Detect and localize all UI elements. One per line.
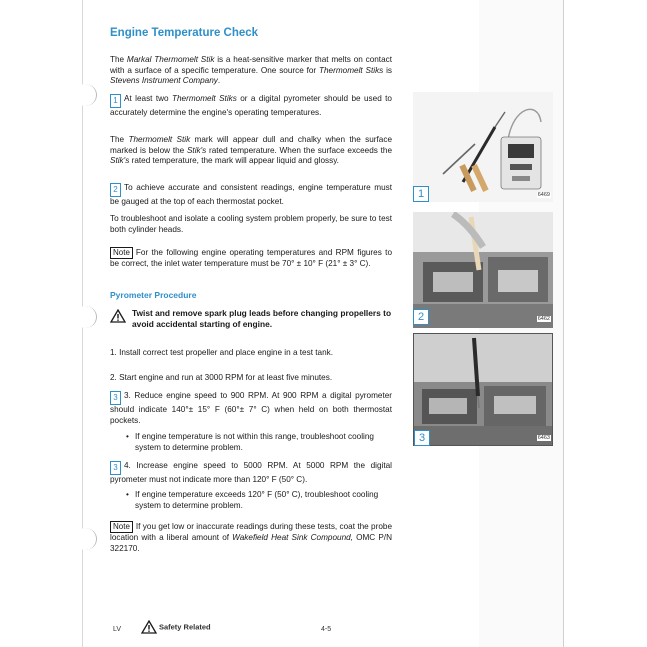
figure-2 bbox=[413, 212, 553, 328]
note-label: Note bbox=[110, 521, 133, 533]
footer-code: LV bbox=[113, 626, 122, 633]
figure-number: 6469 bbox=[537, 192, 550, 198]
engine-stik-photo bbox=[413, 212, 553, 328]
step-3 bbox=[110, 391, 392, 426]
engine-probe-photo bbox=[414, 334, 552, 445]
reference-marker-3: 3 bbox=[110, 391, 121, 405]
manual-page bbox=[82, 0, 564, 647]
binder-hole bbox=[74, 306, 97, 328]
bullet-text: If engine temperature exceeds 120° F (50° C), troubleshoot cooling system to determine problem. bbox=[135, 490, 379, 510]
binder-hole bbox=[74, 528, 97, 550]
note-label: Note bbox=[110, 247, 133, 259]
page-title: Engine Temperature Check bbox=[110, 27, 259, 39]
figure-callout-2: 2 bbox=[413, 309, 429, 325]
figure-1 bbox=[413, 92, 553, 202]
section-heading: Pyrometer Procedure bbox=[110, 290, 197, 300]
figure-number: 6463 bbox=[537, 435, 550, 441]
paragraph-reference-2 bbox=[110, 183, 392, 208]
figure-callout-3: 3 bbox=[414, 430, 430, 446]
warning-triangle-icon bbox=[141, 620, 157, 634]
step-4 bbox=[110, 461, 392, 486]
footer-safety-label: Safety Related bbox=[158, 622, 211, 632]
reference-marker-1: 1 bbox=[110, 94, 121, 108]
figure-number: 6462 bbox=[537, 316, 550, 322]
step-4-bullet bbox=[126, 490, 392, 511]
pyrometer-illustration bbox=[413, 92, 553, 202]
step-2: 2. Start engine and run at 3000 RPM for at least five minutes. bbox=[110, 373, 333, 382]
footer-safety bbox=[141, 620, 211, 634]
warning-triangle-icon bbox=[110, 309, 126, 323]
stik-paragraph: The Thermomelt Stik mark will appear dull and chalky when the surface marked is below the Stik's rated temperature. When the surface exceeds the Stik's rated temperature, the mark will appear liquid and glossy. bbox=[110, 135, 393, 166]
page-number: 4-5 bbox=[321, 626, 332, 633]
warning-text: Twist and remove spark plug leads before changing propellers to avoid accidental starting of engine. bbox=[132, 308, 392, 329]
cylinder-heads-paragraph: To troubleshoot and isolate a cooling system problem properly, be sure to test both cylinder heads. bbox=[110, 214, 392, 234]
bullet-dot: • bbox=[126, 432, 129, 441]
bullet-text: If engine temperature is not within this range, troubleshoot cooling system to determine problem. bbox=[135, 432, 374, 452]
binder-hole bbox=[74, 84, 97, 106]
figure-3 bbox=[413, 333, 553, 446]
step-text: 3. Reduce engine speed to 900 RPM. At 900 RPM a digital pyrometer should indicate 140°± 15° F (60°± 7° C) when held on both thermostat pockets. bbox=[110, 391, 392, 425]
reference-marker-3-repeat: 3 bbox=[110, 461, 121, 475]
paragraph-text: At least two Thermomelt Stiks or a digital pyrometer should be used to accurately determine the engine's operating temperatures. bbox=[110, 94, 392, 117]
step-3-bullet bbox=[126, 432, 392, 453]
intro-paragraph: The Markal Thermomelt Stik is a heat-sensitive marker that melts on contact with a surface of a specific temperature. One source for Thermomelt Stiks is Stevens Instrument Company. bbox=[110, 55, 393, 86]
paragraph-reference-1 bbox=[110, 94, 392, 119]
note-text: If you get low or inaccurate readings during these tests, coat the probe location with a liberal amount of Wakefield Heat Sink Compound, OMC P/N 322170. bbox=[110, 522, 392, 553]
note-inlet-water bbox=[110, 247, 392, 270]
paragraph-text: To achieve accurate and consistent readings, engine temperature must be gauged at the top of each thermostat pocket. bbox=[110, 183, 392, 206]
note-text: For the following engine operating temperatures and RPM figures to be correct, the inlet water temperature must be 70° ± 10° F (21° ± 3° C). bbox=[110, 248, 392, 268]
figure-callout-1: 1 bbox=[413, 186, 429, 202]
safety-warning bbox=[110, 308, 392, 330]
reference-marker-2: 2 bbox=[110, 183, 121, 197]
bullet-dot: • bbox=[126, 490, 129, 499]
note-heat-sink bbox=[110, 521, 392, 554]
step-text: 4. Increase engine speed to 5000 RPM. At 5000 RPM the digital pyrometer must not indicate more than 120° F (50° C). bbox=[110, 461, 392, 484]
step-1: 1. Install correct test propeller and place engine in a test tank. bbox=[110, 348, 334, 357]
